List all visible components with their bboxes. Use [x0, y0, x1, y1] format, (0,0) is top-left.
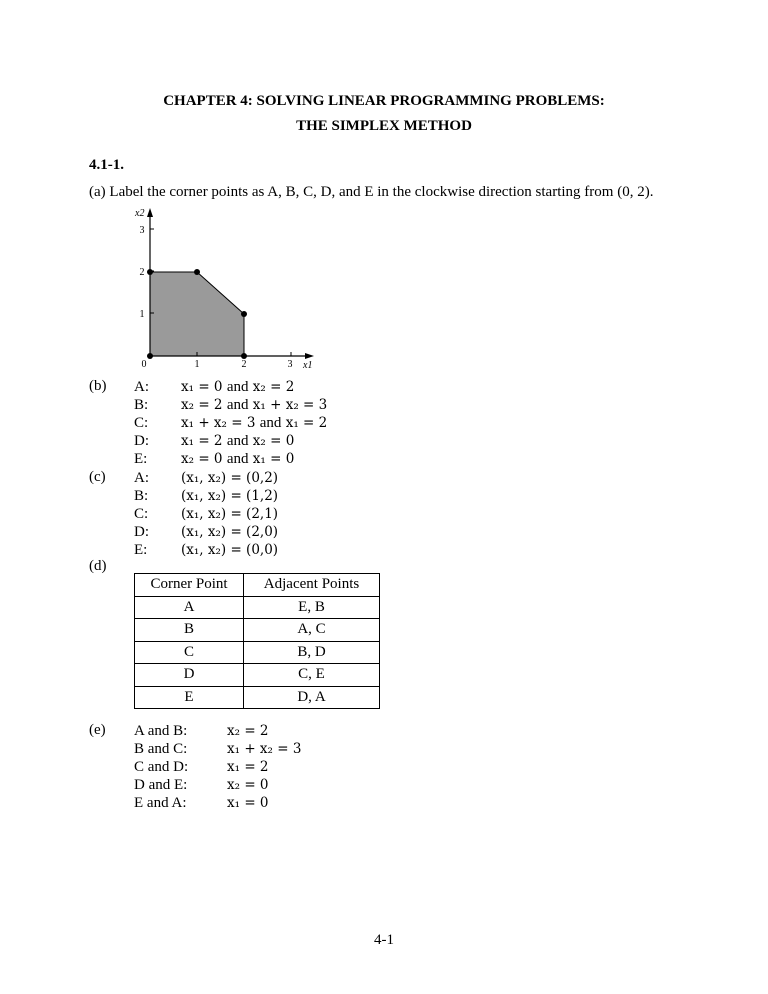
- part-b-point-label: A:: [134, 379, 149, 395]
- part-b-equations: [181, 450, 294, 468]
- x-axis-arrow: [305, 353, 314, 359]
- part-e-equation: x₁ + x₂ = 3: [227, 741, 302, 757]
- y-axis-label: x2: [135, 208, 145, 219]
- part-b-equations: [181, 432, 294, 450]
- feasible-region-figure: [118, 204, 328, 374]
- part-c-coordinates: (x₁, x₂) = (0,0): [181, 542, 279, 558]
- corner-point-dot: [147, 269, 153, 275]
- table-cell-adjacent: D, A: [244, 686, 380, 709]
- part-b-equations: [181, 378, 294, 396]
- table-cell-corner: B: [135, 619, 244, 642]
- part-c-coordinates: (x₁, x₂) = (0,2): [181, 470, 279, 486]
- chapter-title-line1: CHAPTER 4: SOLVING LINEAR PROGRAMMING PROBLEMS:: [163, 93, 605, 109]
- x-tick-label-3: 3: [287, 359, 293, 370]
- part-c-coordinates: (x₁, x₂) = (2,1): [181, 506, 279, 522]
- table-cell-corner: C: [135, 641, 244, 664]
- y-tick-label-3: 3: [139, 225, 145, 236]
- part-e-equation: x₂ = 0: [227, 777, 269, 793]
- corner-point-dot: [241, 353, 247, 359]
- table-cell-corner: A: [135, 596, 244, 619]
- part-a-text: [89, 184, 653, 201]
- corner-point-dot: [241, 311, 247, 317]
- part-e-equation: x₁ = 0: [227, 795, 269, 811]
- part-c-point-label: B:: [134, 488, 149, 504]
- part-b-conj: and: [226, 397, 249, 413]
- part-b-eq1: x₁ = 2: [181, 433, 223, 449]
- part-b-conj: and: [226, 379, 249, 395]
- part-b-point-label: B:: [134, 397, 149, 413]
- y-tick-label-2: 2: [139, 267, 145, 278]
- part-e-pair-label: D and E:: [134, 777, 188, 793]
- table-row: [135, 664, 380, 687]
- table-header-corner: Corner Point: [135, 574, 244, 597]
- x-tick-label-2: 2: [241, 359, 247, 370]
- part-b-eq1: x₂ = 2: [181, 397, 223, 413]
- part-e-equation: x₁ = 2: [227, 759, 269, 775]
- part-b-point-label: D:: [134, 433, 149, 449]
- part-e-label: (e): [89, 722, 106, 738]
- part-e-pair-label: A and B:: [134, 723, 188, 739]
- part-b-conj: and: [226, 433, 249, 449]
- table-cell-adjacent: E, B: [244, 596, 380, 619]
- part-b-equations: [181, 414, 327, 432]
- table-header-adjacent: Adjacent Points: [244, 574, 380, 597]
- table-cell-adjacent: A, C: [244, 619, 380, 642]
- section-number: 4.1-1.: [89, 157, 124, 173]
- part-e-pair-label: B and C:: [134, 741, 188, 757]
- chapter-title-line2: THE SIMPLEX METHOD: [296, 118, 472, 134]
- part-b-conj: and: [226, 451, 249, 467]
- part-b-point-label: E:: [134, 451, 148, 467]
- part-b-eq2: x₁ = 2: [285, 415, 328, 431]
- table-cell-adjacent: C, E: [244, 664, 380, 687]
- part-b-eq2: x₁ + x₂ = 3: [252, 397, 328, 413]
- part-c-point-label: E:: [134, 542, 148, 558]
- y-axis-arrow: [147, 208, 153, 217]
- part-c-coordinates: (x₁, x₂) = (2,0): [181, 524, 279, 540]
- part-c-point-label: A:: [134, 470, 149, 486]
- part-b-equations: [181, 396, 327, 414]
- table-row: [135, 686, 380, 709]
- part-b-eq1: x₁ = 0: [181, 379, 223, 395]
- corner-point-dot: [147, 353, 153, 359]
- table-row: [135, 596, 380, 619]
- table-cell-corner: E: [135, 686, 244, 709]
- part-c-coordinates: (x₁, x₂) = (1,2): [181, 488, 279, 504]
- page-number: 4-1: [374, 932, 394, 948]
- part-a-label: (a): [89, 184, 106, 200]
- x-axis-label-text: x1: [303, 360, 313, 371]
- table-cell-adjacent: B, D: [244, 641, 380, 664]
- part-b-eq2: x₂ = 2: [252, 379, 295, 395]
- x-axis-label: [302, 360, 312, 371]
- x-tick-label-1: 1: [194, 359, 200, 370]
- part-b-eq1: x₁ + x₂ = 3: [181, 415, 256, 431]
- part-b-label: (b): [89, 378, 107, 394]
- corner-point-dot: [194, 269, 200, 275]
- part-c-point-label: C:: [134, 506, 149, 522]
- part-e-equation: x₂ = 2: [227, 723, 269, 739]
- part-e-pair-label: C and D:: [134, 759, 189, 775]
- table-cell-corner: D: [135, 664, 244, 687]
- y-tick-label-1: 1: [139, 309, 145, 320]
- part-d-label: (d): [89, 558, 107, 574]
- adjacency-table: [134, 573, 380, 709]
- part-b-conj: and: [259, 415, 282, 431]
- table-row: [135, 641, 380, 664]
- part-e-pair-label: E and A:: [134, 795, 187, 811]
- table-header-row: [135, 574, 380, 597]
- part-b-eq1: x₂ = 0: [181, 451, 223, 467]
- feasible-region: [150, 272, 244, 356]
- part-c-label: (c): [89, 469, 106, 485]
- part-c-point-label: D:: [134, 524, 149, 540]
- table-row: [135, 619, 380, 642]
- part-b-eq2: x₂ = 0: [252, 433, 295, 449]
- part-b-eq2: x₁ = 0: [252, 451, 295, 467]
- x-tick-label-0: 0: [141, 359, 147, 370]
- part-a-instruction: Label the corner points as A, B, C, D, and E in the clockwise direction starting from (0, 2).: [109, 184, 654, 200]
- part-b-point-label: C:: [134, 415, 149, 431]
